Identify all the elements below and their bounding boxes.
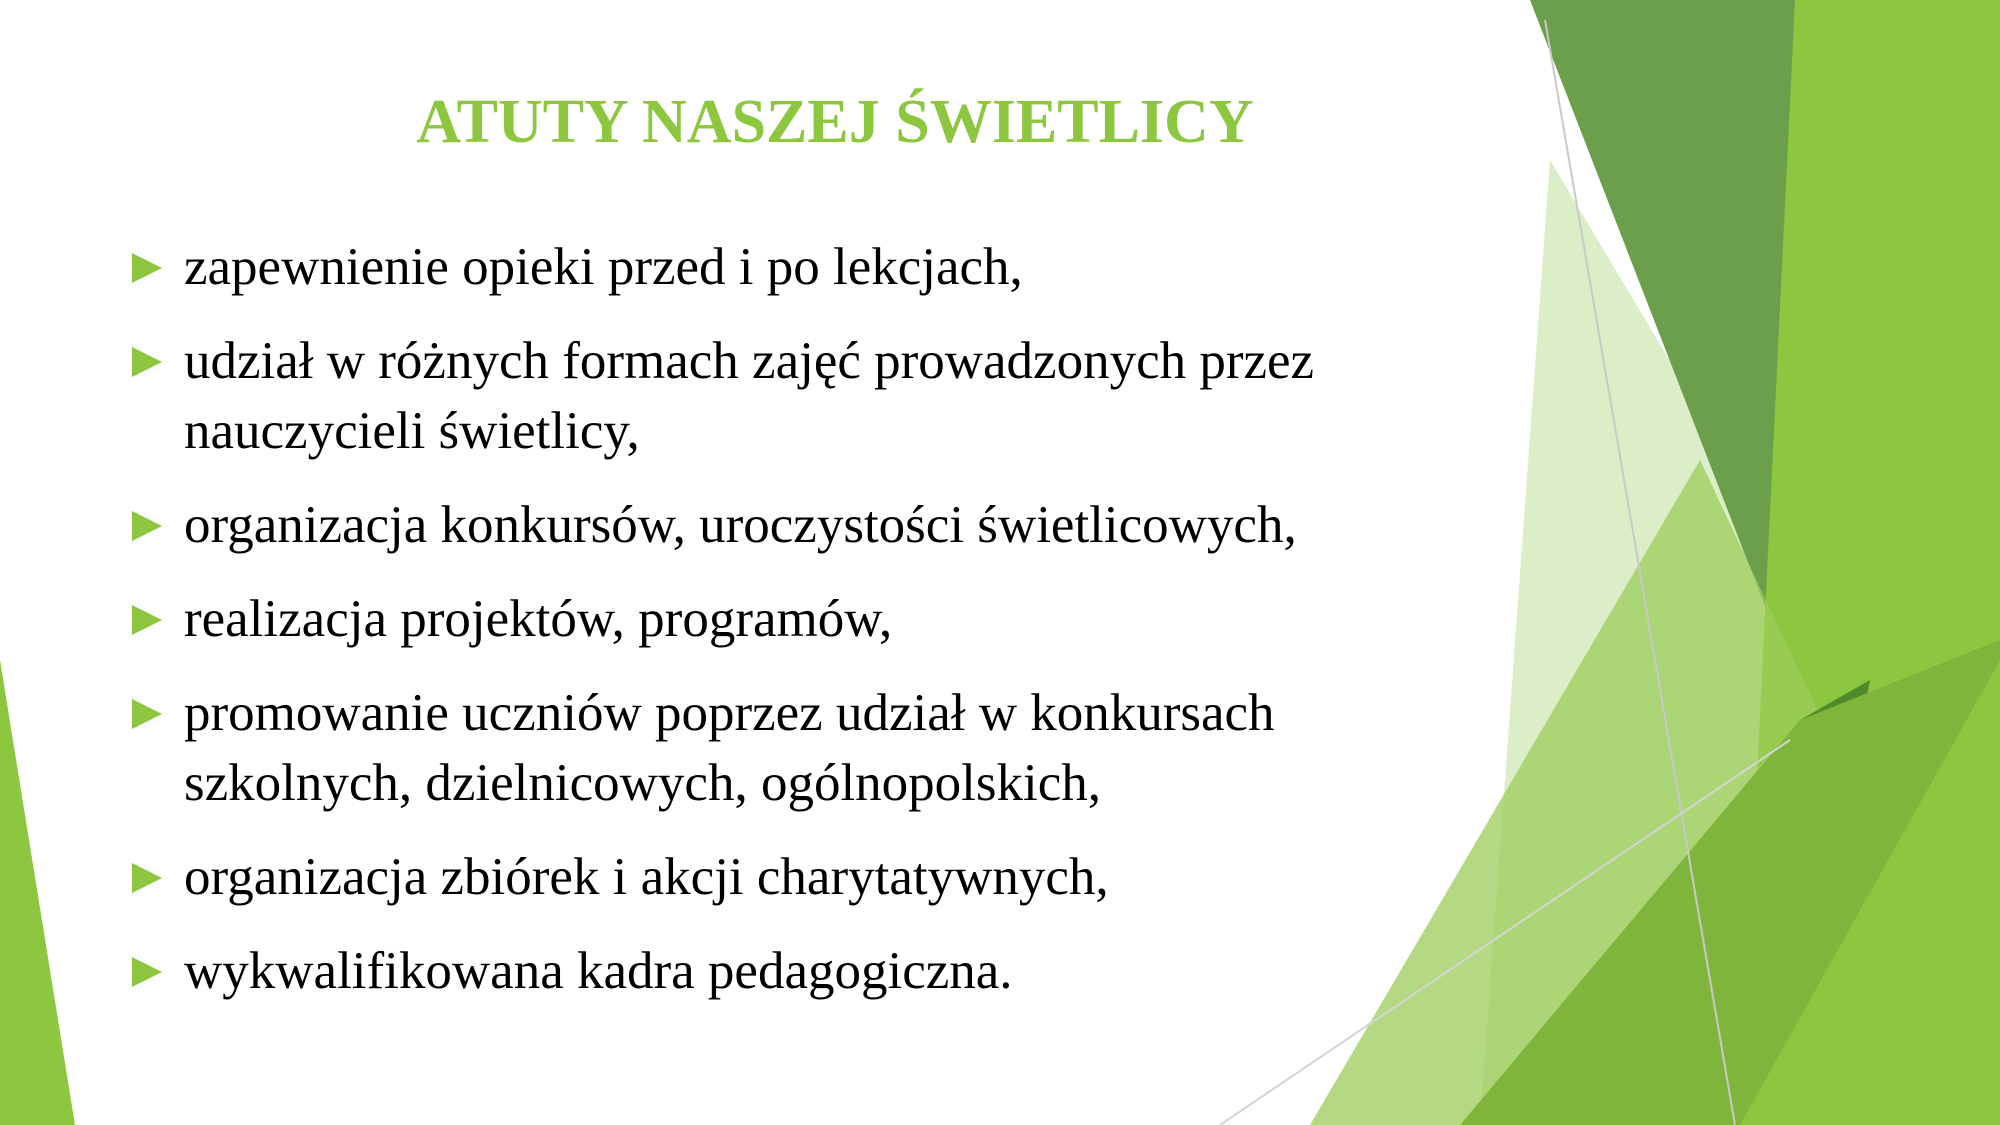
triangle-bullet-icon (132, 957, 162, 987)
bullet-text: wykwalifikowana kadra pedagogiczna. (184, 942, 1013, 1000)
triangle-bullet-icon (132, 347, 162, 377)
bullet-text: organizacja zbiórek i akcji charytatywnych, (184, 848, 1109, 906)
bullet-item (130, 490, 1490, 560)
bullet-item (130, 936, 1490, 1006)
bullet-item (130, 584, 1490, 654)
bullet-item (130, 232, 1490, 302)
bullet-text: organizacja konkursów, uroczystości świetlicowych, (184, 496, 1297, 554)
bullet-item (130, 842, 1490, 912)
triangle-bullet-icon (132, 863, 162, 893)
bullet-item (130, 326, 1490, 466)
triangle-bullet-icon (132, 253, 162, 283)
bullet-text: promowanie uczniów poprzez udział w konkursach szkolnych, dzielnicowych, ogólnopolskich, (184, 684, 1275, 812)
bullet-item (130, 678, 1490, 818)
bullet-list (130, 232, 1490, 1030)
triangle-bullet-icon (132, 699, 162, 729)
bullet-text: realizacja projektów, programów, (184, 590, 893, 648)
slide-title: ATUTY NASZEJ ŚWIETLICY (416, 88, 1254, 156)
triangle-bullet-icon (132, 605, 162, 635)
triangle-bullet-icon (132, 511, 162, 541)
bullet-text: udział w różnych formach zajęć prowadzonych przez nauczycieli świetlicy, (184, 332, 1315, 460)
bullet-text: zapewnienie opieki przed i po lekcjach, (184, 238, 1023, 296)
deco-left-sliver (0, 660, 75, 1125)
